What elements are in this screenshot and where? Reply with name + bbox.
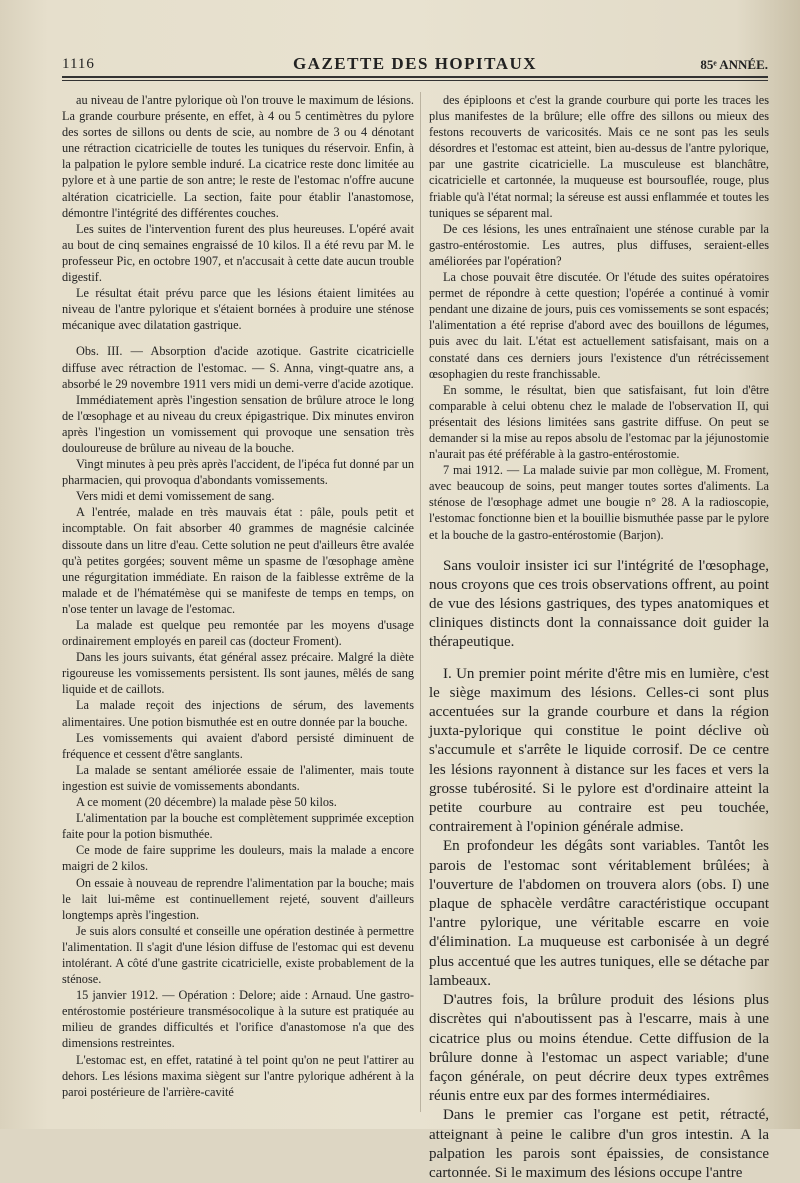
discussion-paragraph: En profondeur les dégâts sont variables. Tantôt les parois de l'estomac sont véritablement brûlées; à l'ouverture de l'abdomen on trouvera alors (obs. I) une plaque de sphacèle verdâtre caractéristique occupant l'antre pylorique, une véritable escarre en voie d'élimination. La muqueuse est carbonisée à un degré plus accentué que les autres tuniques, elle se détache par lambeaux. [429,838,769,989]
journal-year: 85ᵉ ANNÉE. [700,57,768,72]
paragraph: On essaie à nouveau de reprendre l'alimentation par la bouche; mais le lait lui-même est continuellement rejeté, souvent d'ailleurs longtemps après l'ingestion. [62,875,414,922]
page-number: 1116 [62,56,95,72]
paragraph: Vers midi et demi vomissement de sang. [76,489,275,504]
paragraph: Les suites de l'intervention furent des plus heureuses. L'opéré avait au bout de cinq semaines engraissé de 10 kilos. Il a été revu par M. le professeur Pic, en octobre 1907, et n'accusait à cette date aucun trouble digestif. [62,221,414,285]
column-divider [420,92,421,1112]
paragraph: au niveau de l'antre pylorique où l'on trouve le maximum de lésions. La grande courbure présente, en effet, à 4 ou 5 centimètres du pylore des sortes de sillons ou dents de scie, au nombre de 3 ou 4 dénotant une rétraction cicatricielle de toutes les tuniques du réservoir. Enfin, à la palpation le pylore semble induré. La cicatrice reste donc limitée au pylore et à une partie de son antre; le reste de l'estomac n'offre aucune altération cicatricielle. La section, faite pour établir l'anastomose, démontre l'intégrité des différentes couches. [62,93,414,220]
paragraph: Les vomissements qui avaient d'abord persisté diminuent de fréquence et cessent d'être sanglants. [62,730,414,761]
paragraph: A ce moment (20 décembre) la malade pèse 50 kilos. [76,795,337,810]
paragraph: Vingt minutes à peu près après l'accident, de l'ipéca fut donné par un pharmacien, qui provoqua d'abondants vomissements. [62,457,414,488]
paragraph: La malade se sentant améliorée essaie de l'alimenter, mais toute ingestion est suivie de vomissements abondants. [62,762,414,793]
paragraph: Dans les jours suivants, état général assez précaire. Malgré la diète rigoureuse les vomissements persistent. Ils sont jaunes, mêlés de sang liquide et de caillots. [62,650,414,697]
page-header [62,54,768,74]
paragraph: Ce mode de faire supprime les douleurs, mais la malade a encore maigri de 2 kilos. [62,843,414,874]
paragraph: En somme, le résultat, bien que satisfaisant, fut loin d'être comparable à celui obtenu chez le malade de l'observation II, qui présentait des lésions limitées sans gastrite diffuse. On peut se demander si la mise au repos absolu de l'estomac par la jéjunostomie n'aurait pas été préférable à la gastro-entérostomie. [429,382,769,462]
discussion-paragraph: I. Un premier point mérite d'être mis en lumière, c'est le siège maximum des lésions. Celles-ci sont plus accentuées sur la grande courbure et dans la région juxta-pylorique qui constitue le point déclive où s'accumule et s'arrête le liquide corrosif. De ce centre les lésions rayonnent à distance sur les faces et vers la grosse tubérosité. Si le pylore est d'ordinaire atteint la petite courbure au contraire est peu touchée, contrairement à l'opinion générale admise. [429,665,769,836]
discussion-paragraph: Dans le premier cas l'organe est petit, rétracté, atteignant à peine le calibre d'un gros intestin. A la palpation les parois sont épaissies, de consistance cartonnée. Si le maximum des lésions occupe l'antre [429,1107,769,1181]
paragraph: La malade reçoit des injections de sérum, des lavements alimentaires. Une potion bismuthée est en outre donnée par la bouche. [62,698,414,729]
discussion-paragraph: Sans vouloir insister ici sur l'intégrité de l'œsophage, nous croyons que ces trois observations offrent, au point de vue des lésions gastriques, des types anatomiques et cliniques distincts dont la connaissance doit guider la thérapeutique. [429,557,769,651]
paragraph: Immédiatement après l'ingestion sensation de brûlure atroce le long de l'œsophage et au niveau du creux épigastrique. Dix minutes environ après l'ingestion un vomissement qui provoque une sensation très douloureuse de brûlure au niveau de la bouche. [62,392,414,455]
header-rule-thin [62,80,768,81]
paragraph: L'alimentation par la bouche est complètement supprimée exception faite pour la potion bismuthée. [62,811,414,842]
right-column [429,92,769,1183]
paragraph: De ces lésions, les unes entraînaient une sténose curable par la gastro-entérostomie. Les autres, plus diffuses, seraient-elles améliorées par l'opération? [429,221,769,268]
observation-heading-paragraph: Obs. III. — Absorption d'acide azotique. Gastrite cicatricielle diffuse avec rétraction de l'estomac. — S. Anna, vingt-quatre ans, a absorbé le 29 novembre 1911 vers midi un demi-verre d'acide azotique. [62,344,414,391]
paragraph: Je suis alors consulté et conseille une opération destinée à permettre l'alimentation. Il s'agit d'une lésion diffuse de l'estomac qui est devenu intolérant. A côté d'une gastrite cicatricielle, existe probablement de la sténose. [62,923,414,987]
paragraph: L'estomac est, en effet, ratatiné à tel point qu'on ne peut l'attirer au dehors. Les lésions maxima siègent sur l'antre pylorique adhérent à la paroi postérieure de l'arrière-cavité [62,1052,414,1099]
header-rule [62,76,768,78]
paragraph: La malade est quelque peu remontée par les moyens d'usage ordinairement employés en pareil cas (docteur Froment). [62,618,414,649]
paragraph: Le résultat était prévu parce que les lésions étaient limitées au niveau de l'antre pylorique et s'étaient bornées à produire une sténose mécanique avec dilatation gastrique. [62,286,414,333]
journal-title: GAZETTE DES HOPITAUX [292,54,538,73]
discussion-paragraph: D'autres fois, la brûlure produit des lésions plus discrètes qui n'aboutissent pas à l'escarre, mais à une cicatrice plus ou moins étendue. Cette diffusion de la brûlure donne à l'estomac un aspect variable; d'une façon générale, on peut décrire deux types extrêmes réunis entre eux par des formes intermédiaires. [429,992,769,1105]
paragraph: 7 mai 1912. — La malade suivie par mon collègue, M. Froment, avec beaucoup de soins, peut manger toutes sortes d'aliments. La sténose de l'œsophage admet une bougie n° 28. A la radioscopie, l'estomac fonctionne bien et la bouillie bismuthée passe par le pylore et la bouche de la gastro-entérostomie (Barjon). [429,463,769,542]
paragraph: La chose pouvait être discutée. Or l'étude des suites opératoires permet de répondre à cette question; l'opérée a continué à vomir pendant une dizaine de jours, puis ces vomissements se sont espacés; l'alimentation a été reprise d'abord avec des bouillons de légumes, puis avec du lait. L'état est actuellement satisfaisant, mais on a constaté dans ces derniers jours l'existence d'un rétrécissement œsophagien du reste franchissable. [429,270,769,381]
paragraph: des épiploons et c'est la grande courbure qui porte les traces les plus manifestes de la brûlure; elle offre des sillons ou mieux des festons recouverts de varicosités. Mais ce ne sont pas les seuls désordres et l'estomac est atteint, bien au-dessus de l'antre pylorique, par une gastrite cicatricielle. La musculeuse est blanchâtre, cicatricielle et cartonnée, la muqueuse est boursouflée, rouge, plus friable qu'à l'état normal; la séreuse est aussi enflammée et toutes les tuniques se séparent mal. [429,93,769,220]
paragraph: A l'entrée, malade en très mauvais état : pâle, pouls petit et incomptable. On fait absorber 40 grammes de magnésie calcinée dissoute dans un litre d'eau. Cette solution ne peut d'ailleurs être avalée qu'à petites gorgées; souvent même un spasme de l'œsophage amène une régurgitation immédiate. En raison de la faiblesse extrême de la malade et de l'hématémèse qui se manifeste de temps en temps, on n'ose tenter un lavage de l'estomac. [62,505,414,616]
left-column [62,92,414,1100]
paragraph: 15 janvier 1912. — Opération : Delore; aide : Arnaud. Une gastro-entérostomie postérieure transmésocolique à la suture est pratiquée au milieu de grandes difficultés et l'orifice d'anastomose n'a que des dimensions restreintes. [62,988,414,1051]
